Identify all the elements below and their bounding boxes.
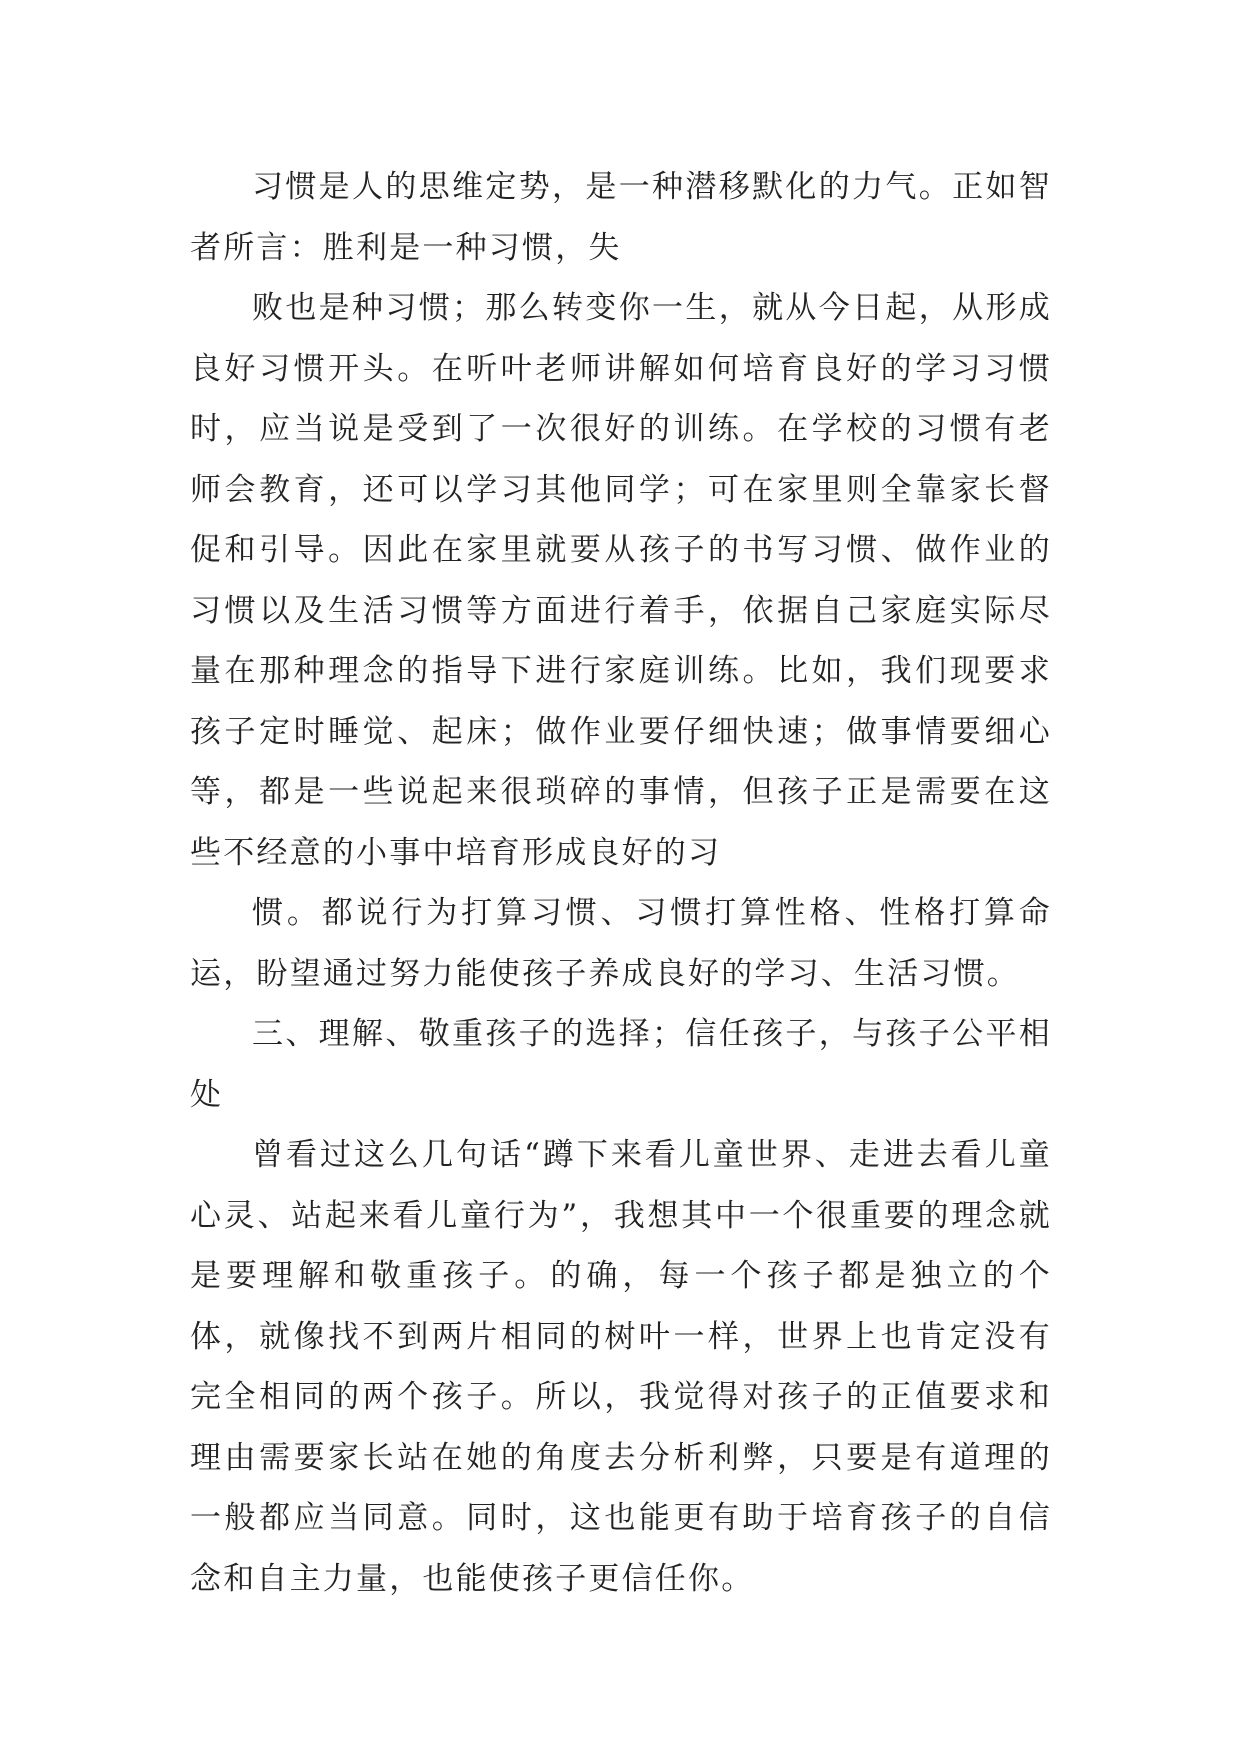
paragraph-behavior-destiny: 惯。都说行为打算习惯、习惯打算性格、性格打算命运，盼望通过努力能使孩子养成良好的学习、生活习惯。 — [190, 895, 1052, 992]
section-heading-three: 三、理解、敬重孩子的选择；信任孩子，与孩子公平相处 — [190, 1016, 1052, 1113]
paragraph-habit-intro: 习惯是人的思维定势，是一种潜移默化的力气。正如智者所言：胜利是一种习惯，失 — [190, 169, 1052, 266]
document-body — [190, 157, 1052, 1609]
paragraph-home-training: 败也是种习惯；那么转变你一生，就从今日起，从形成良好习惯开头。在听叶老师讲解如何培育良好的学习习惯时，应当说是受到了一次很好的训练。在学校的习惯有老师会教育，还可以学习其他同学；可在家里则全靠家长督促和引导。因此在家里就要从孩子的书写习惯、做作业的习惯以及生活习惯等方面进行着手，依据自己家庭实际尽量在那种理念的指导下进行家庭训练。比如，我们现要求孩子定时睡觉、起床；做作业要仔细快速；做事情要细心等，都是一些说起来很琐碎的事情，但孩子正是需要在这些不经意的小事中培育形成良好的习 — [190, 290, 1052, 871]
paragraph-respect-child: 曾看过这么几句话“蹲下来看儿童世界、走进去看儿童心灵、站起来看儿童行为”，我想其中一个很重要的理念就是要理解和敬重孩子。的确，每一个孩子都是独立的个体，就像找不到两片相同的树叶一样，世界上也肯定没有完全相同的两个孩子。所以，我觉得对孩子的正值要求和理由需要家长站在她的角度去分析利弊，只要是有道理的一般都应当同意。同时，这也能更有助于培育孩子的自信念和自主力量，也能使孩子更信任你。 — [190, 1137, 1052, 1597]
